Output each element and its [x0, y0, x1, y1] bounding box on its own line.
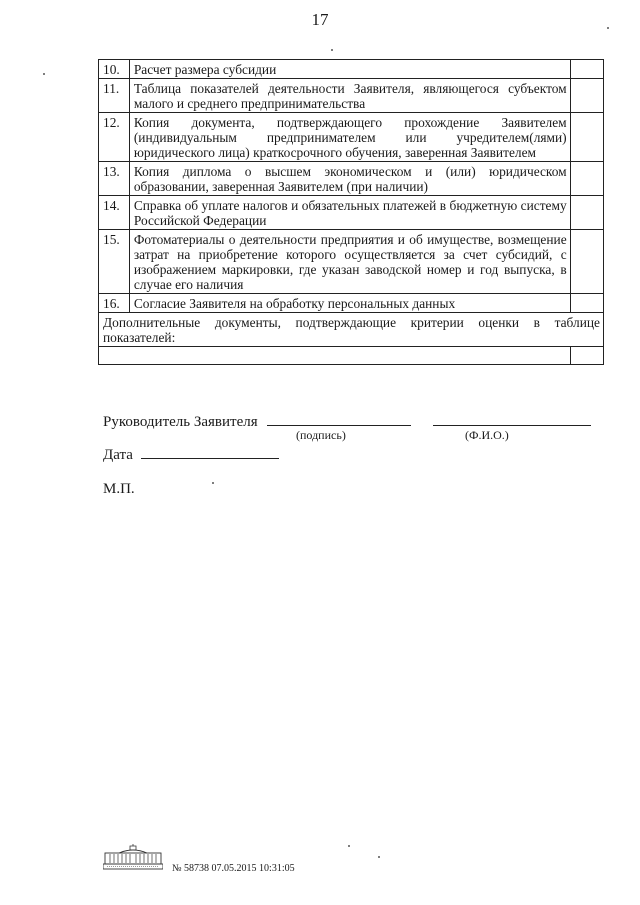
stamp-label: М.П.: [103, 481, 135, 497]
row-description: Справка об уплате налогов и обязательных платежей в бюджетную систему Российской Федерации: [129, 196, 570, 230]
row-mark-cell: [570, 79, 603, 113]
date-line: [141, 444, 279, 459]
additional-docs-text: Дополнительные документы, подтверждающие критерии оценки в таблице показателей:: [99, 313, 604, 347]
scan-speck: [348, 845, 350, 847]
date-label: Дата: [103, 447, 133, 463]
signature-caption: (подпись): [296, 428, 346, 442]
table-row: [99, 113, 604, 162]
row-description: Расчет размера субсидии: [129, 60, 570, 79]
registration-stamp: № 58738 07.05.2015 10:31:05: [172, 863, 295, 874]
row-mark-cell: [570, 113, 603, 162]
row-description: Таблица показателей деятельности Заявителя, являющегося субъектом малого и среднего предпринимательства: [129, 79, 570, 113]
scan-speck: [378, 856, 380, 858]
scan-speck: [43, 73, 45, 75]
date-block: [103, 444, 279, 464]
row-number: 15.: [99, 230, 130, 294]
row-number: 13.: [99, 162, 130, 196]
row-description: Копия документа, подтверждающего прохождение Заявителем (индивидуальным предпринимателем или учредителем(лями) юридического лица) краткосрочного обучения, заверенная Заявителем: [129, 113, 570, 162]
row-number: 11.: [99, 79, 130, 113]
table-row: [99, 79, 604, 113]
scan-speck: [331, 49, 333, 51]
signature-line: [267, 411, 411, 426]
scan-speck: [607, 27, 609, 29]
row-mark-cell: [570, 60, 603, 79]
table-row: [99, 196, 604, 230]
row-mark-cell: [570, 162, 603, 196]
scan-speck: [212, 482, 214, 484]
row-number: 14.: [99, 196, 130, 230]
name-line: [433, 411, 591, 426]
signature-label: Руководитель Заявителя: [103, 414, 258, 430]
row-description: Фотоматериалы о деятельности предприятия и об имуществе, возмещение затрат на приобретение которого осуществляется за счет субсидий, с изображением маркировки, где указан заводской номер и год выпуска, в случае его наличия: [129, 230, 570, 294]
row-mark-cell: [570, 294, 603, 313]
name-caption: (Ф.И.О.): [465, 428, 509, 442]
table-row: [99, 60, 604, 79]
row-description: Копия диплома о высшем экономическом и (или) юридическом образовании, заверенная Заявителем (при наличии): [129, 162, 570, 196]
row-mark-cell: [570, 230, 603, 294]
table-row: [99, 294, 604, 313]
page-number: 17: [311, 10, 329, 29]
table-row: [99, 162, 604, 196]
blank-mark-cell: [570, 347, 603, 365]
table-row: [99, 230, 604, 294]
additional-docs-row: [99, 313, 604, 347]
row-number: 16.: [99, 294, 130, 313]
blank-cell: [99, 347, 571, 365]
building-logo-icon: [103, 844, 163, 870]
signature-block: [103, 411, 603, 431]
row-number: 10.: [99, 60, 130, 79]
blank-row: [99, 347, 604, 365]
row-number: 12.: [99, 113, 130, 162]
row-description: Согласие Заявителя на обработку персональных данных: [129, 294, 570, 313]
documents-table: [98, 59, 604, 365]
row-mark-cell: [570, 196, 603, 230]
